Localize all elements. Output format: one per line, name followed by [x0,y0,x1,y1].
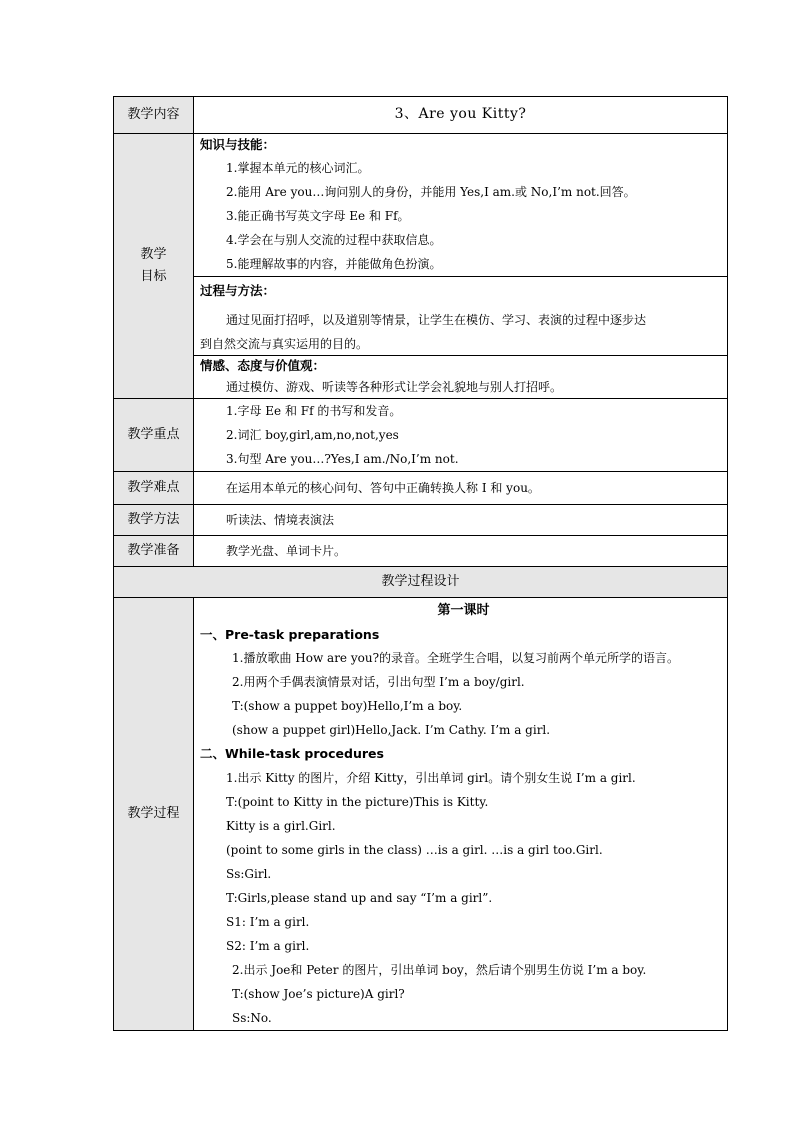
process-label: 教学过程 [114,598,194,1031]
difficulties-row [114,472,728,505]
process-line: T:(point to Kitty in the picture)This is Kitty. [226,795,489,809]
preparation-row [114,536,728,567]
methods-cell [194,505,728,536]
lesson-title: 3、Are you Kitty? [194,97,728,134]
process-line: T:Girls,please stand up and say “I’m a girl”. [226,891,493,905]
methods-row [114,505,728,536]
preparation-cell [194,536,728,567]
knowledge-cell [194,134,728,277]
process-method-text: 到自然交流与真实运用的目的。 [200,337,369,351]
key-points-label: 教学重点 [114,399,194,472]
key-points-row [114,399,728,472]
process-line: (point to some girls in the class) …is a girl. …is a girl too.Girl. [226,843,603,857]
knowledge-item: 2.能用 Are you…询问别人的身份，并能用 Yes,I am.或 No,I’m not.回答。 [226,185,636,199]
difficulties-label: 教学难点 [114,472,194,505]
objectives-label-line2: 目标 [140,269,167,284]
process-line: 2.出示 Joe和 Peter 的图片，引出单词 boy，然后请个别男生仿说 I’m a boy. [232,963,647,977]
objectives-label-line1: 教学 [140,247,167,262]
process-line: 1.出示 Kitty 的图片，介绍 Kitty，引出单词 girl。请个别女生说 I’m a girl. [226,771,636,785]
period-heading: 第一课时 [437,603,490,618]
emotion-heading: 情感、态度与价值观： [200,358,326,373]
objectives-knowledge-row [114,134,728,277]
objectives-emotion-row [114,356,728,399]
preparation-label: 教学准备 [114,536,194,567]
process-line: T:(show a puppet boy)Hello,I’m a boy. [232,699,463,713]
knowledge-heading: 知识与技能： [200,137,276,152]
process-line: T:(show Joe’s picture)A girl? [232,987,405,1001]
process-design-banner: 教学过程设计 [114,567,728,598]
objectives-process-row [114,277,728,356]
methods-text: 听读法、情境表演法 [226,513,335,527]
difficulties-text: 在运用本单元的核心问句、答句中正确转换人称 I 和 you。 [226,481,540,495]
process-line: Ss:No. [232,1011,272,1025]
key-point-item: 2.词汇 boy,girl,am,no,not,yes [226,428,399,442]
content-label: 教学内容 [114,97,194,134]
emotion-cell [194,356,728,399]
process-line: S2: I’m a girl. [226,939,310,953]
process-row [114,598,728,1031]
knowledge-item: 5.能理解故事的内容，并能做角色扮演。 [226,257,442,271]
key-points-cell [194,399,728,472]
content-row [114,97,728,134]
process-line: S1: I’m a girl. [226,915,310,929]
emotion-text: 通过模仿、游戏、听读等各种形式让学会礼貌地与别人打招呼。 [226,380,563,394]
process-line: Ss:Girl. [226,867,272,881]
knowledge-item: 3.能正确书写英文字母 Ee 和 Ff。 [226,209,410,223]
process-design-row [114,567,728,598]
difficulties-cell [194,472,728,505]
process-method-cell [194,277,728,356]
process-cell [194,598,728,1031]
process-line: 1.播放歌曲 How are you?的录音。全班学生合唱，以复习前两个单元所学的语言。 [232,651,680,665]
lesson-plan-sheet [113,96,727,1031]
key-point-item: 3.句型 Are you…?Yes,I am./No,I’m not. [226,452,459,466]
knowledge-item: 4.学会在与别人交流的过程中获取信息。 [226,233,442,247]
knowledge-item: 1.掌握本单元的核心词汇。 [226,161,370,175]
process-method-text: 通过见面打招呼，以及道别等情景，让学生在模仿、学习、表演的过程中逐步达 [226,313,647,327]
while-task-heading: 二、While-task procedures [200,746,384,761]
lesson-plan-table [113,96,728,1031]
methods-label: 教学方法 [114,505,194,536]
pre-task-heading: 一、Pre-task preparations [200,627,380,642]
objectives-label [114,134,194,399]
process-method-heading: 过程与方法： [200,283,276,298]
process-line: (show a puppet girl)Hello,Jack. I’m Cathy. I’m a girl. [232,723,551,737]
preparation-text: 教学光盘、单词卡片。 [226,544,347,558]
process-line: Kitty is a girl.Girl. [226,819,336,833]
key-point-item: 1.字母 Ee 和 Ff 的书写和发音。 [226,404,402,418]
process-line: 2.用两个手偶表演情景对话，引出句型 I’m a boy/girl. [232,675,525,689]
